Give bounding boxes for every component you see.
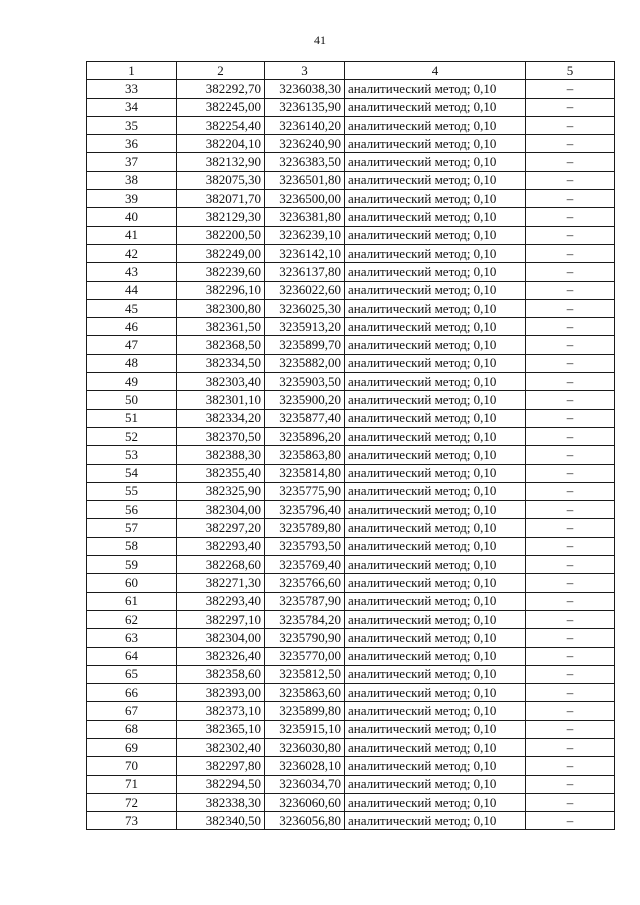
point-number-cell: 71: [87, 775, 177, 793]
table-row: [87, 427, 615, 445]
method-accuracy-cell: аналитический метод; 0,10: [345, 629, 526, 647]
x-coordinate-cell: 382304,00: [177, 501, 265, 519]
y-coordinate-cell: 3236030,80: [265, 738, 345, 756]
x-coordinate-cell: 382071,70: [177, 190, 265, 208]
point-number-cell: 65: [87, 665, 177, 683]
method-accuracy-cell: аналитический метод; 0,10: [345, 812, 526, 830]
point-number-cell: 47: [87, 336, 177, 354]
notes-cell: –: [526, 720, 615, 738]
x-coordinate-cell: 382388,30: [177, 446, 265, 464]
y-coordinate-cell: 3235903,50: [265, 373, 345, 391]
x-coordinate-cell: 382294,50: [177, 775, 265, 793]
notes-cell: –: [526, 409, 615, 427]
point-number-cell: 54: [87, 464, 177, 482]
notes-cell: –: [526, 812, 615, 830]
table-row: [87, 629, 615, 647]
x-coordinate-cell: 382334,50: [177, 354, 265, 372]
header-col-5: 5: [526, 62, 615, 80]
point-number-cell: 49: [87, 373, 177, 391]
point-number-cell: 64: [87, 647, 177, 665]
x-coordinate-cell: 382245,00: [177, 98, 265, 116]
table-row: [87, 299, 615, 317]
point-number-cell: 43: [87, 263, 177, 281]
notes-cell: –: [526, 757, 615, 775]
point-number-cell: 70: [87, 757, 177, 775]
method-accuracy-cell: аналитический метод; 0,10: [345, 610, 526, 628]
notes-cell: –: [526, 135, 615, 153]
table-row: [87, 757, 615, 775]
table-row: [87, 190, 615, 208]
header-col-2: 2: [177, 62, 265, 80]
y-coordinate-cell: 3236381,80: [265, 208, 345, 226]
notes-cell: –: [526, 208, 615, 226]
method-accuracy-cell: аналитический метод; 0,10: [345, 757, 526, 775]
table-header: [87, 62, 615, 80]
table-body: [87, 80, 615, 830]
notes-cell: –: [526, 336, 615, 354]
notes-cell: –: [526, 482, 615, 500]
method-accuracy-cell: аналитический метод; 0,10: [345, 226, 526, 244]
notes-cell: –: [526, 299, 615, 317]
method-accuracy-cell: аналитический метод; 0,10: [345, 738, 526, 756]
method-accuracy-cell: аналитический метод; 0,10: [345, 208, 526, 226]
table-row: [87, 464, 615, 482]
x-coordinate-cell: 382361,50: [177, 318, 265, 336]
point-number-cell: 62: [87, 610, 177, 628]
x-coordinate-cell: 382368,50: [177, 336, 265, 354]
y-coordinate-cell: 3236142,10: [265, 244, 345, 262]
y-coordinate-cell: 3236060,60: [265, 793, 345, 811]
table-row: [87, 647, 615, 665]
y-coordinate-cell: 3235789,80: [265, 519, 345, 537]
notes-cell: –: [526, 501, 615, 519]
table-row: [87, 537, 615, 555]
notes-cell: –: [526, 98, 615, 116]
y-coordinate-cell: 3236140,20: [265, 116, 345, 134]
notes-cell: –: [526, 702, 615, 720]
method-accuracy-cell: аналитический метод; 0,10: [345, 427, 526, 445]
x-coordinate-cell: 382132,90: [177, 153, 265, 171]
notes-cell: –: [526, 281, 615, 299]
y-coordinate-cell: 3235913,20: [265, 318, 345, 336]
point-number-cell: 61: [87, 592, 177, 610]
y-coordinate-cell: 3236056,80: [265, 812, 345, 830]
table-row: [87, 610, 615, 628]
table-row: [87, 812, 615, 830]
x-coordinate-cell: 382355,40: [177, 464, 265, 482]
x-coordinate-cell: 382204,10: [177, 135, 265, 153]
y-coordinate-cell: 3236034,70: [265, 775, 345, 793]
point-number-cell: 48: [87, 354, 177, 372]
notes-cell: –: [526, 244, 615, 262]
method-accuracy-cell: аналитический метод; 0,10: [345, 684, 526, 702]
y-coordinate-cell: 3235900,20: [265, 391, 345, 409]
y-coordinate-cell: 3235812,50: [265, 665, 345, 683]
notes-cell: –: [526, 574, 615, 592]
table-row: [87, 684, 615, 702]
point-number-cell: 63: [87, 629, 177, 647]
table-row: [87, 336, 615, 354]
point-number-cell: 53: [87, 446, 177, 464]
y-coordinate-cell: 3236501,80: [265, 171, 345, 189]
x-coordinate-cell: 382302,40: [177, 738, 265, 756]
notes-cell: –: [526, 537, 615, 555]
y-coordinate-cell: 3235769,40: [265, 556, 345, 574]
y-coordinate-cell: 3236240,90: [265, 135, 345, 153]
x-coordinate-cell: 382297,10: [177, 610, 265, 628]
table-row: [87, 354, 615, 372]
x-coordinate-cell: 382334,20: [177, 409, 265, 427]
notes-cell: –: [526, 464, 615, 482]
notes-cell: –: [526, 738, 615, 756]
y-coordinate-cell: 3235877,40: [265, 409, 345, 427]
x-coordinate-cell: 382075,30: [177, 171, 265, 189]
notes-cell: –: [526, 153, 615, 171]
x-coordinate-cell: 382297,80: [177, 757, 265, 775]
point-number-cell: 37: [87, 153, 177, 171]
method-accuracy-cell: аналитический метод; 0,10: [345, 80, 526, 98]
table-row: [87, 153, 615, 171]
table-row: [87, 135, 615, 153]
x-coordinate-cell: 382326,40: [177, 647, 265, 665]
table-row: [87, 793, 615, 811]
table-row: [87, 318, 615, 336]
table-row: [87, 263, 615, 281]
x-coordinate-cell: 382254,40: [177, 116, 265, 134]
method-accuracy-cell: аналитический метод; 0,10: [345, 135, 526, 153]
method-accuracy-cell: аналитический метод; 0,10: [345, 556, 526, 574]
x-coordinate-cell: 382370,50: [177, 427, 265, 445]
table-row: [87, 171, 615, 189]
x-coordinate-cell: 382358,60: [177, 665, 265, 683]
x-coordinate-cell: 382271,30: [177, 574, 265, 592]
point-number-cell: 57: [87, 519, 177, 537]
y-coordinate-cell: 3236028,10: [265, 757, 345, 775]
table-row: [87, 244, 615, 262]
y-coordinate-cell: 3235899,70: [265, 336, 345, 354]
y-coordinate-cell: 3236022,60: [265, 281, 345, 299]
y-coordinate-cell: 3236383,50: [265, 153, 345, 171]
method-accuracy-cell: аналитический метод; 0,10: [345, 537, 526, 555]
y-coordinate-cell: 3235787,90: [265, 592, 345, 610]
point-number-cell: 66: [87, 684, 177, 702]
notes-cell: –: [526, 226, 615, 244]
method-accuracy-cell: аналитический метод; 0,10: [345, 171, 526, 189]
notes-cell: –: [526, 446, 615, 464]
x-coordinate-cell: 382304,00: [177, 629, 265, 647]
table-row: [87, 391, 615, 409]
point-number-cell: 59: [87, 556, 177, 574]
notes-cell: –: [526, 190, 615, 208]
y-coordinate-cell: 3236038,30: [265, 80, 345, 98]
notes-cell: –: [526, 610, 615, 628]
header-col-1: 1: [87, 62, 177, 80]
method-accuracy-cell: аналитический метод; 0,10: [345, 775, 526, 793]
x-coordinate-cell: 382340,50: [177, 812, 265, 830]
y-coordinate-cell: 3235899,80: [265, 702, 345, 720]
point-number-cell: 35: [87, 116, 177, 134]
table-row: [87, 80, 615, 98]
point-number-cell: 51: [87, 409, 177, 427]
method-accuracy-cell: аналитический метод; 0,10: [345, 574, 526, 592]
point-number-cell: 36: [87, 135, 177, 153]
method-accuracy-cell: аналитический метод; 0,10: [345, 98, 526, 116]
point-number-cell: 55: [87, 482, 177, 500]
notes-cell: –: [526, 391, 615, 409]
notes-cell: –: [526, 427, 615, 445]
header-col-3: 3: [265, 62, 345, 80]
notes-cell: –: [526, 263, 615, 281]
notes-cell: –: [526, 80, 615, 98]
method-accuracy-cell: аналитический метод; 0,10: [345, 116, 526, 134]
method-accuracy-cell: аналитический метод; 0,10: [345, 409, 526, 427]
notes-cell: –: [526, 592, 615, 610]
method-accuracy-cell: аналитический метод; 0,10: [345, 793, 526, 811]
x-coordinate-cell: 382300,80: [177, 299, 265, 317]
table-row: [87, 226, 615, 244]
method-accuracy-cell: аналитический метод; 0,10: [345, 592, 526, 610]
y-coordinate-cell: 3236239,10: [265, 226, 345, 244]
table-row: [87, 702, 615, 720]
y-coordinate-cell: 3235863,60: [265, 684, 345, 702]
header-row: [87, 62, 615, 80]
x-coordinate-cell: 382200,50: [177, 226, 265, 244]
method-accuracy-cell: аналитический метод; 0,10: [345, 519, 526, 537]
y-coordinate-cell: 3235882,00: [265, 354, 345, 372]
x-coordinate-cell: 382268,60: [177, 556, 265, 574]
table-row: [87, 409, 615, 427]
point-number-cell: 69: [87, 738, 177, 756]
x-coordinate-cell: 382301,10: [177, 391, 265, 409]
notes-cell: –: [526, 519, 615, 537]
table-row: [87, 574, 615, 592]
table-row: [87, 482, 615, 500]
point-number-cell: 46: [87, 318, 177, 336]
y-coordinate-cell: 3235863,80: [265, 446, 345, 464]
y-coordinate-cell: 3235784,20: [265, 610, 345, 628]
y-coordinate-cell: 3235790,90: [265, 629, 345, 647]
y-coordinate-cell: 3236137,80: [265, 263, 345, 281]
x-coordinate-cell: 382293,40: [177, 537, 265, 555]
table-row: [87, 98, 615, 116]
point-number-cell: 68: [87, 720, 177, 738]
method-accuracy-cell: аналитический метод; 0,10: [345, 244, 526, 262]
x-coordinate-cell: 382365,10: [177, 720, 265, 738]
y-coordinate-cell: 3236500,00: [265, 190, 345, 208]
point-number-cell: 45: [87, 299, 177, 317]
table-row: [87, 592, 615, 610]
y-coordinate-cell: 3235896,20: [265, 427, 345, 445]
x-coordinate-cell: 382325,90: [177, 482, 265, 500]
method-accuracy-cell: аналитический метод; 0,10: [345, 336, 526, 354]
y-coordinate-cell: 3236135,90: [265, 98, 345, 116]
x-coordinate-cell: 382293,40: [177, 592, 265, 610]
point-number-cell: 39: [87, 190, 177, 208]
y-coordinate-cell: 3235770,00: [265, 647, 345, 665]
table-row: [87, 501, 615, 519]
method-accuracy-cell: аналитический метод; 0,10: [345, 501, 526, 519]
method-accuracy-cell: аналитический метод; 0,10: [345, 482, 526, 500]
point-number-cell: 52: [87, 427, 177, 445]
table-row: [87, 446, 615, 464]
table-row: [87, 665, 615, 683]
notes-cell: –: [526, 665, 615, 683]
method-accuracy-cell: аналитический метод; 0,10: [345, 281, 526, 299]
y-coordinate-cell: 3235796,40: [265, 501, 345, 519]
method-accuracy-cell: аналитический метод; 0,10: [345, 153, 526, 171]
method-accuracy-cell: аналитический метод; 0,10: [345, 354, 526, 372]
y-coordinate-cell: 3235775,90: [265, 482, 345, 500]
table-row: [87, 373, 615, 391]
table-row: [87, 556, 615, 574]
x-coordinate-cell: 382393,00: [177, 684, 265, 702]
y-coordinate-cell: 3235766,60: [265, 574, 345, 592]
method-accuracy-cell: аналитический метод; 0,10: [345, 263, 526, 281]
notes-cell: –: [526, 373, 615, 391]
table-row: [87, 519, 615, 537]
method-accuracy-cell: аналитический метод; 0,10: [345, 702, 526, 720]
x-coordinate-cell: 382338,30: [177, 793, 265, 811]
table-row: [87, 281, 615, 299]
x-coordinate-cell: 382296,10: [177, 281, 265, 299]
method-accuracy-cell: аналитический метод; 0,10: [345, 299, 526, 317]
notes-cell: –: [526, 318, 615, 336]
method-accuracy-cell: аналитический метод; 0,10: [345, 190, 526, 208]
notes-cell: –: [526, 793, 615, 811]
x-coordinate-cell: 382292,70: [177, 80, 265, 98]
point-number-cell: 42: [87, 244, 177, 262]
x-coordinate-cell: 382303,40: [177, 373, 265, 391]
notes-cell: –: [526, 171, 615, 189]
method-accuracy-cell: аналитический метод; 0,10: [345, 464, 526, 482]
notes-cell: –: [526, 775, 615, 793]
point-number-cell: 60: [87, 574, 177, 592]
method-accuracy-cell: аналитический метод; 0,10: [345, 446, 526, 464]
x-coordinate-cell: 382239,60: [177, 263, 265, 281]
y-coordinate-cell: 3235814,80: [265, 464, 345, 482]
point-number-cell: 50: [87, 391, 177, 409]
notes-cell: –: [526, 647, 615, 665]
x-coordinate-cell: 382373,10: [177, 702, 265, 720]
method-accuracy-cell: аналитический метод; 0,10: [345, 720, 526, 738]
header-col-4: 4: [345, 62, 526, 80]
notes-cell: –: [526, 354, 615, 372]
point-number-cell: 72: [87, 793, 177, 811]
y-coordinate-cell: 3236025,30: [265, 299, 345, 317]
method-accuracy-cell: аналитический метод; 0,10: [345, 665, 526, 683]
notes-cell: –: [526, 629, 615, 647]
table-row: [87, 738, 615, 756]
point-number-cell: 40: [87, 208, 177, 226]
x-coordinate-cell: 382129,30: [177, 208, 265, 226]
coordinates-table: [86, 61, 615, 830]
notes-cell: –: [526, 556, 615, 574]
method-accuracy-cell: аналитический метод; 0,10: [345, 391, 526, 409]
table-row: [87, 720, 615, 738]
point-number-cell: 58: [87, 537, 177, 555]
table-row: [87, 208, 615, 226]
page-number: 41: [314, 33, 326, 47]
x-coordinate-cell: 382249,00: [177, 244, 265, 262]
point-number-cell: 34: [87, 98, 177, 116]
point-number-cell: 56: [87, 501, 177, 519]
notes-cell: –: [526, 684, 615, 702]
table-row: [87, 116, 615, 134]
method-accuracy-cell: аналитический метод; 0,10: [345, 318, 526, 336]
point-number-cell: 44: [87, 281, 177, 299]
point-number-cell: 41: [87, 226, 177, 244]
x-coordinate-cell: 382297,20: [177, 519, 265, 537]
point-number-cell: 33: [87, 80, 177, 98]
method-accuracy-cell: аналитический метод; 0,10: [345, 647, 526, 665]
notes-cell: –: [526, 116, 615, 134]
method-accuracy-cell: аналитический метод; 0,10: [345, 373, 526, 391]
point-number-cell: 38: [87, 171, 177, 189]
table-row: [87, 775, 615, 793]
y-coordinate-cell: 3235793,50: [265, 537, 345, 555]
y-coordinate-cell: 3235915,10: [265, 720, 345, 738]
point-number-cell: 73: [87, 812, 177, 830]
point-number-cell: 67: [87, 702, 177, 720]
